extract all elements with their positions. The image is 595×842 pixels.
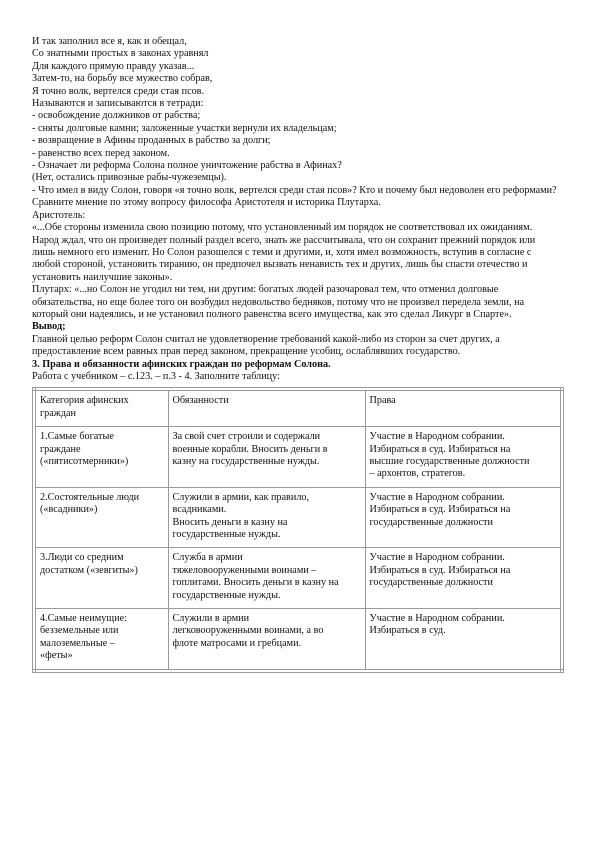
poem-line: И так заполнил все я, как и обещал, xyxy=(32,36,187,47)
cell-line: «феты» xyxy=(40,650,73,662)
section-title: 3. Права и обязанности афинских граждан по реформам Солона. xyxy=(32,358,331,370)
cell-line: Избираться в суд. Избираться на xyxy=(369,443,511,455)
cell-line: государственные нужды. xyxy=(172,529,281,541)
notes-heading: Называются и записываются в тетради: xyxy=(32,98,204,110)
cell-line: казну на государственные нужды. xyxy=(172,456,320,467)
cell-line: Вносить деньги в казну на xyxy=(172,516,288,528)
cell-line: безземельные или xyxy=(40,625,119,637)
cell-line: Избираться в суд. Избираться на xyxy=(369,564,511,576)
cell-line: («пятисотмерники») xyxy=(40,456,129,467)
task-compare: Сравните мнение по этому вопросу философа Аристотеля и историка Плутарха. xyxy=(32,197,381,209)
cell-rights xyxy=(365,427,562,488)
poem-block xyxy=(32,36,560,98)
cell-line: 4.Самые неимущие: xyxy=(40,613,127,625)
cell-line: всадниками. xyxy=(172,504,227,516)
cell-line: высшие государственные должности xyxy=(369,456,530,467)
cell-category xyxy=(34,609,168,671)
cell-line: военные корабли. Вносить деньги в xyxy=(172,443,328,455)
table-row xyxy=(34,548,562,609)
cell-line: Служили в армии, как правило, xyxy=(172,491,310,503)
table-header-row xyxy=(34,389,562,426)
cell-line: легковооруженными воинами, а во xyxy=(172,625,324,637)
notes-item: - возвращение в Афины проданных в рабство за долги; xyxy=(32,135,271,147)
author-label: Аристотель: xyxy=(32,209,86,221)
cell-line: 1.Самые богатые xyxy=(40,431,114,443)
aristotle-quote: «...Обе стороны изменила свою позицию потому, что установленный им порядок не соответствовал их ожиданиям. Народ ждал, что он произведет полный раздел всего, знать же рассчитывала, что он сохранит прежний порядок или лишь немного его изменит. Но Солон разошелся с теми и другими, и, хотя имел возможность, вступив в согласие с любой стороной, установить тиранию, он предпочел вызвать ненависть тех и других, лишь бы спасти отечество и установить наилучшие законы». xyxy=(32,222,536,283)
cell-line: достатком («зевгиты») xyxy=(40,564,138,576)
cell-line: Служба в армии xyxy=(172,552,243,564)
cell-line: государственные нужды. xyxy=(172,589,281,601)
cell-line: государственные должности xyxy=(369,516,493,528)
poem-line: Со знатными простых в законах уравнял xyxy=(32,48,209,60)
cell-line: граждане xyxy=(40,443,81,455)
poem-line: Для каждого прямую правду указав... xyxy=(32,60,195,72)
header-rights: Права xyxy=(365,389,562,426)
poem-line: Я точно волк, вертелся среди стая псов. xyxy=(32,85,205,97)
conclusion-text: Главной целью реформ Солон считал не удовлетворение требований какой-либо из сторон за счет других, а предоставление всем равных прав перед законом, прекращение усобиц, ослаблявших государство. xyxy=(32,333,500,358)
task-text: Работа с учебником – с.123. – п.3 - 4. Заполните таблицу: xyxy=(32,370,280,382)
cell-duties xyxy=(168,487,365,548)
notes-item: - освобождение должников от рабства; xyxy=(32,110,201,122)
cell-line: Участие в Народном собрании. xyxy=(369,431,505,443)
cell-line: Избираться в суд. Избираться на xyxy=(369,504,511,516)
cell-duties xyxy=(168,548,365,609)
cell-line: («всадники») xyxy=(40,504,98,516)
cell-line: 3.Люди со средним xyxy=(40,552,124,564)
cell-duties xyxy=(168,427,365,488)
cell-line: гоплитами. Вносить деньги в казну на xyxy=(172,577,339,589)
cell-line: Избираться в суд. xyxy=(369,625,446,637)
cell-category xyxy=(34,427,168,488)
header-duties: Обязанности xyxy=(168,389,365,426)
plutarch-quote: Плутарх: «...но Солон не угодил ни тем, ни другим: богатых людей разочаровал тем, что отменил долговые обязательства, но еще более того он возбудил недовольство бедняков, потому что не произвел передела земли, на который они надеялись, и не установил полного равенства всего имущества, как это сделал Ликург в Спарте». xyxy=(32,284,525,320)
conclusion-label: Вывод; xyxy=(32,321,66,333)
rights-duties-table xyxy=(32,387,564,672)
table-row xyxy=(34,427,562,488)
cell-line: флоте матросами и гребцами. xyxy=(172,637,302,649)
cell-line: За свой счет строили и содержали xyxy=(172,431,321,443)
question: - Что имел в виду Солон, говоря «я точно волк, вертелся среди стая псов»? Кто и почему был недоволен его реформами? xyxy=(32,184,557,196)
cell-line: государственные должности xyxy=(369,577,493,589)
cell-duties xyxy=(168,609,365,671)
cell-line: Участие в Народном собрании. xyxy=(369,613,505,625)
poem-line: Затем-то, на борьбу все мужество собрав, xyxy=(32,73,213,85)
cell-rights xyxy=(365,609,562,671)
notes-item: - равенство всех перед законом. xyxy=(32,147,170,159)
cell-rights xyxy=(365,487,562,548)
header-category: Категория афинских граждан xyxy=(34,389,168,426)
cell-line: – архонтов, стратегов. xyxy=(369,468,466,480)
notes-block xyxy=(32,98,560,321)
answer: (Нет, остались привозные рабы-чужеземцы). xyxy=(32,172,227,184)
cell-line: Участие в Народном собрании. xyxy=(369,491,505,503)
cell-line: Служили в армии xyxy=(172,613,250,625)
question: - Означает ли реформа Солона полное уничтожение рабства в Афинах? xyxy=(32,160,342,172)
cell-line: Участие в Народном собрании. xyxy=(369,552,505,564)
notes-item: - сняты долговые камни; заложенные участки вернули их владельцам; xyxy=(32,122,337,134)
cell-rights xyxy=(365,548,562,609)
cell-category xyxy=(34,487,168,548)
cell-category xyxy=(34,548,168,609)
table-row xyxy=(34,609,562,671)
cell-line: 2.Состоятельные люди xyxy=(40,491,140,503)
document-body xyxy=(32,36,560,673)
cell-line: малоземельные – xyxy=(40,637,115,649)
table-row xyxy=(34,487,562,548)
cell-line: тяжеловооруженными воинами – xyxy=(172,564,317,576)
